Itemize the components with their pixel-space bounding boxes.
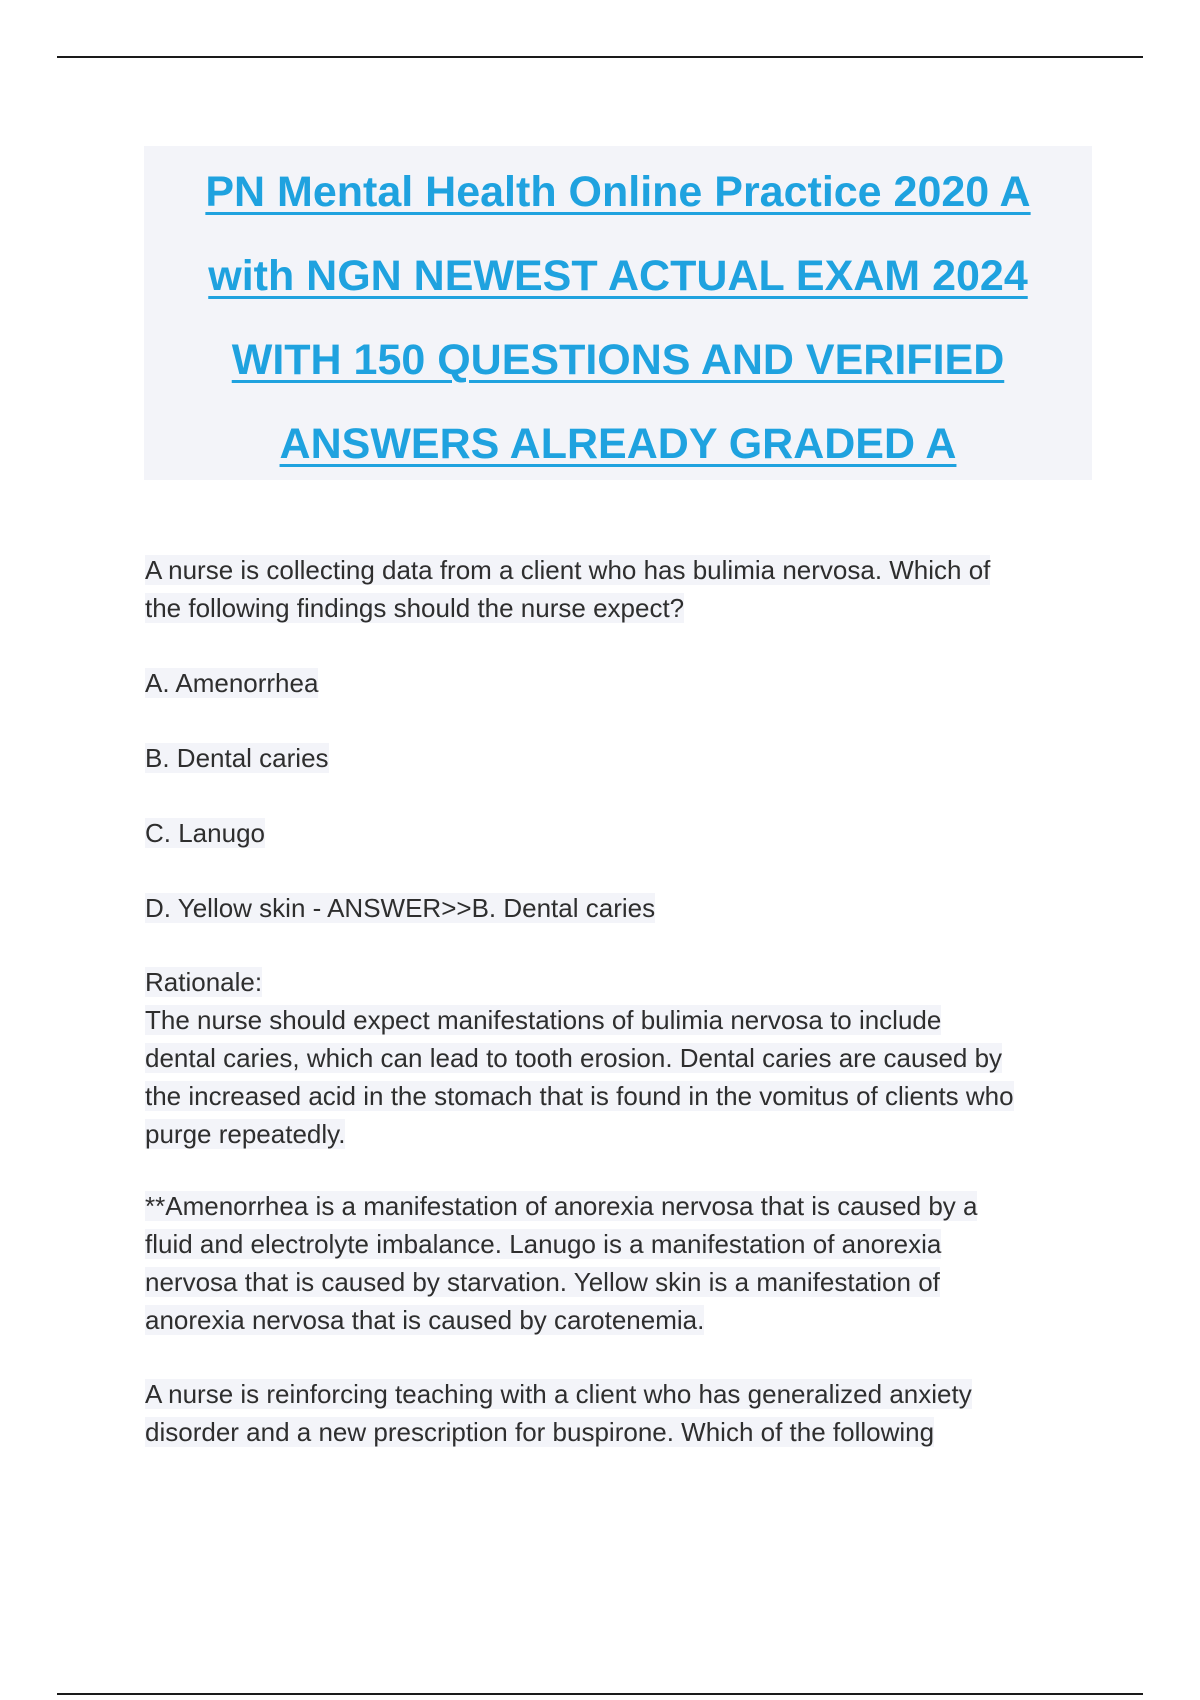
title-line-4: ANSWERS ALREADY GRADED A xyxy=(279,420,957,468)
rationale-label: Rationale: xyxy=(145,967,263,997)
option-d-answer: D. Yellow skin - ANSWER>>B. Dental caries xyxy=(145,893,656,923)
rationale-note: **Amenorrhea is a manifestation of anorexia nervosa that is caused by a fluid and electrolyte imbalance. Lanugo is a manifestation of anorexia nervosa that is caused by starvation. Yellow skin is a manifestation of anorexia nervosa that is caused by carotenemia. xyxy=(145,1191,978,1335)
document-title xyxy=(144,146,1092,480)
question-1-stem: A nurse is collecting data from a client who has bulimia nervosa. Which of the following findings should the nurse expect? xyxy=(145,555,991,623)
option-b: B. Dental caries xyxy=(145,743,329,773)
option-a: A. Amenorrhea xyxy=(145,668,319,698)
question-2-stem: A nurse is reinforcing teaching with a client who has generalized anxiety disorder and a new prescription for buspirone. Which of the following xyxy=(145,1379,972,1447)
bottom-rule xyxy=(57,1693,1143,1695)
top-rule xyxy=(57,56,1143,58)
option-c: C. Lanugo xyxy=(145,818,265,848)
title-line-2: with NGN NEWEST ACTUAL EXAM 2024 xyxy=(208,252,1028,300)
title-line-1: PN Mental Health Online Practice 2020 A xyxy=(205,168,1031,216)
rationale: Rationale: The nurse should expect manifestations of bulimia nervosa to include dental caries, which can lead to tooth erosion. Dental caries are caused by the increased acid in the stomach that is found in the vomitus of clients who purge repeatedly. xyxy=(145,967,1014,1149)
title-line-3: WITH 150 QUESTIONS AND VERIFIED xyxy=(231,336,1005,384)
